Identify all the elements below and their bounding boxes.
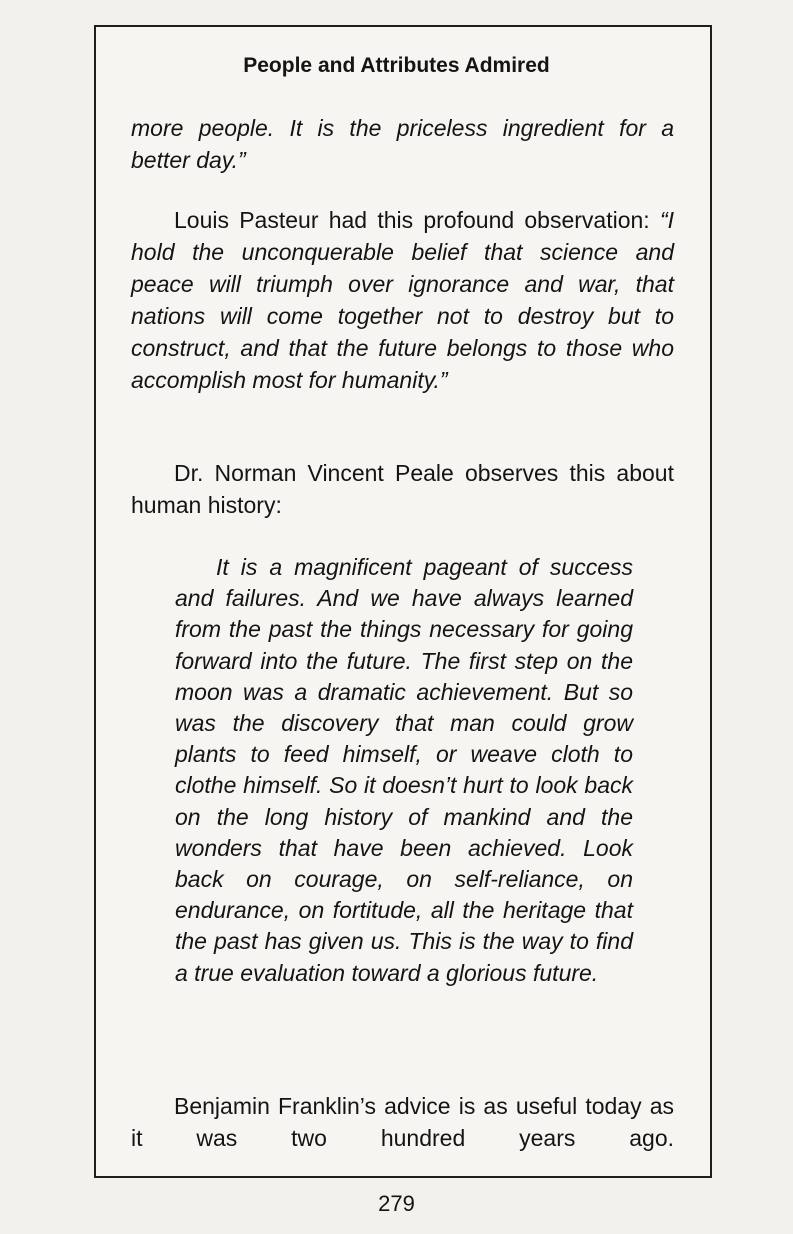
paragraph-peale-intro: Dr. Norman Vincent Peale observes this about human history: [131,460,674,518]
block-quote: It is a magnificent pageant of success and failures. And we have always learned from the past the things necessary for going forward into the future. The first step on the moon was a dramatic achievement. But so was the discovery that man could grow plants to feed himself, or weave cloth to clothe himself. So it doesn’t hurt to look back on the long history of mankind and the wonders that have been achieved. Look back on courage, on self-reliance, on endurance, on fortitude, all the heritage that the past has given us. This is the way to find a true evaluation toward a glorious future. [175,554,633,986]
paragraph-franklin: Benjamin Franklin’s advice is as useful today as it was two hundred years ago. [131,1093,674,1151]
paragraph-line: better day.” [131,147,246,173]
pasteur-quote: “I hold the unconquerable belief that science and peace will triumph over ignorance and war, that nations will come together not to destroy but to construct, and that the future belongs to those who accomplish most for humanity.” [131,207,674,393]
page-number: 279 [378,1191,415,1216]
pasteur-intro: Louis Pasteur had this profound observation: [174,207,660,233]
paragraph-pasteur [131,204,674,396]
page-title: People and Attributes Admired [243,54,550,77]
paragraph-line: more people. It is the priceless ingredient for a [131,115,674,141]
